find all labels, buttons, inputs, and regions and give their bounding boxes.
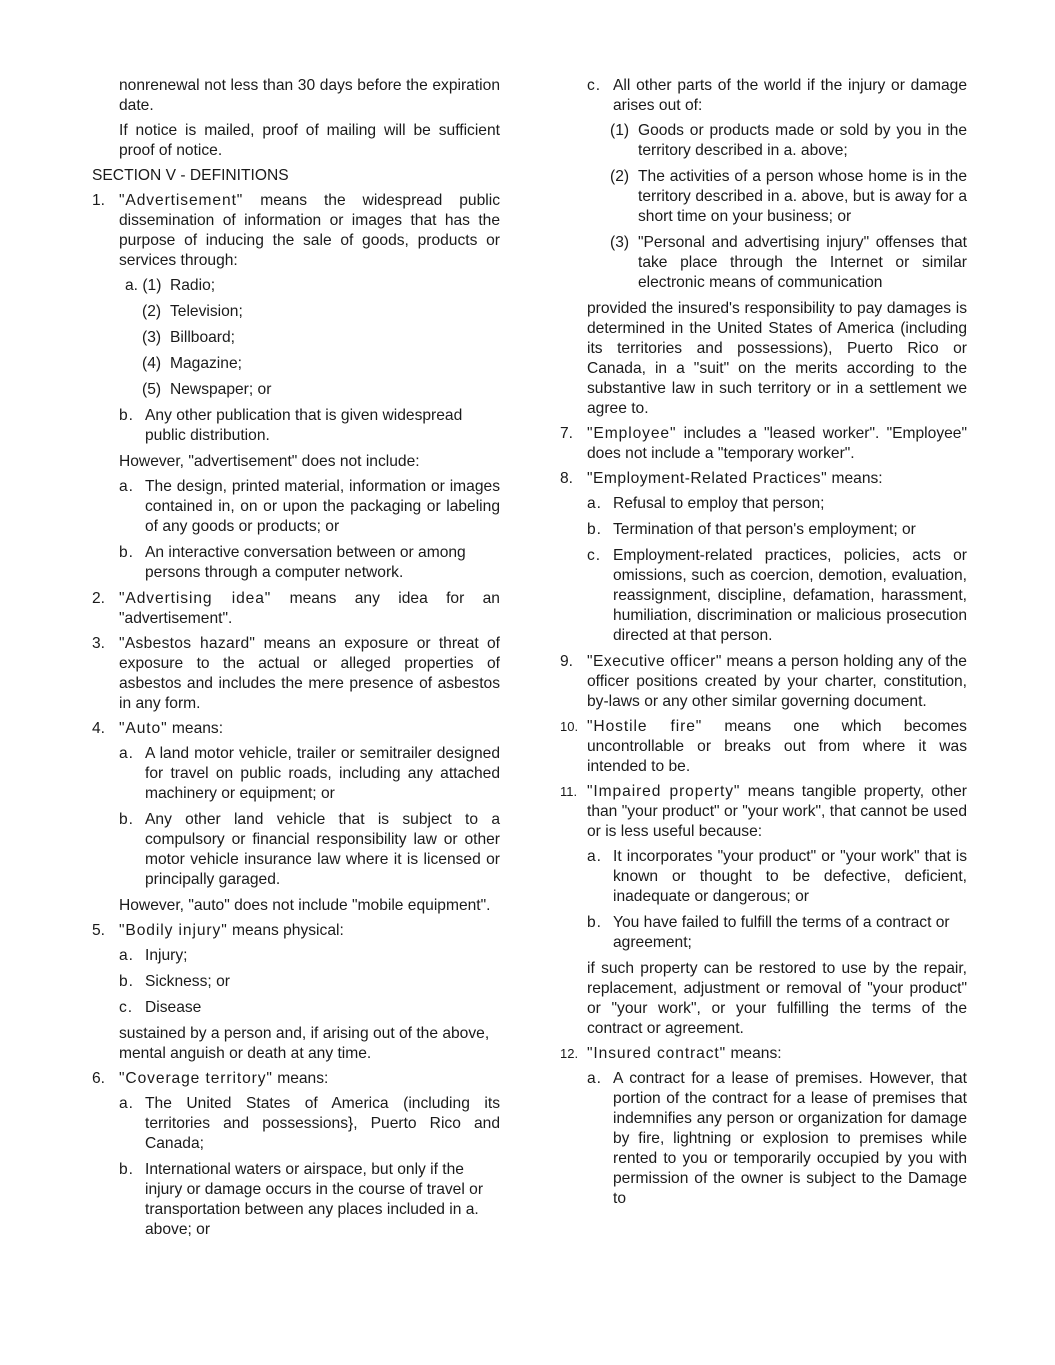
list-item: [560, 494, 967, 514]
list-item: [560, 233, 967, 293]
list-text: Injury;: [145, 947, 188, 964]
list-label: c.: [587, 547, 602, 564]
definition-employment-related-practices: [560, 469, 967, 489]
list-item: [92, 328, 500, 348]
definition-text: means:: [831, 470, 883, 487]
list-label: (5): [142, 381, 162, 398]
list-label: c.: [587, 77, 602, 94]
list-text: It incorporates "your product" or "your work" that is known or thought to be defective, deficient, inadequate or dangerous; or: [613, 848, 967, 905]
list-item: [92, 477, 500, 537]
list-label: b.: [119, 973, 135, 990]
list-item: [92, 1094, 500, 1154]
list-item: [560, 913, 967, 953]
list-item: [560, 167, 967, 227]
list-text: Any other publication that is given widespread public distribution.: [145, 407, 463, 444]
left-column: [92, 76, 500, 1246]
list-item: [560, 76, 967, 116]
definition-number: 6.: [92, 1070, 106, 1087]
list-label: (2): [610, 168, 630, 185]
list-item: [92, 406, 500, 446]
list-item: [92, 946, 500, 966]
territory-proviso: provided the insured's responsibility to pay damages is determined in the United States of America (including its territories and possessions), Puerto Rico or Canada, in a "suit" on the merits according to the substantive law in such territory or in a settlement we agree to.: [587, 300, 967, 417]
list-label: b.: [119, 407, 135, 424]
list-text: Goods or products made or sold by you in the territory described in a. above;: [638, 122, 967, 159]
definition-number: 5.: [92, 922, 106, 939]
definition-text: means an exposure or threat of exposure to the actual or alleged properties of asbestos and includes the mere presence of asbestos in any form.: [119, 635, 500, 712]
definition-term: "Asbestos hazard": [119, 635, 256, 652]
definition-term: "Executive officer": [587, 653, 722, 670]
exclusion-intro: However, "advertisement" does not include:: [119, 453, 420, 470]
list-label: a.: [587, 495, 603, 512]
definition-term: "Employee": [587, 425, 677, 442]
list-text: International waters or airspace, but only if the injury or damage occurs in the course of travel or transportation between any places included in a. above; or: [145, 1161, 484, 1238]
definition-number: 2.: [92, 590, 106, 607]
definition-term: "Advertising idea": [119, 590, 272, 607]
definition-text: means one which becomes uncontrollable or breaks out from where it was intended to be.: [587, 718, 967, 775]
definition-term: "Impaired property": [587, 783, 741, 800]
definition-term: "Bodily injury": [119, 922, 228, 939]
definition-impaired-property: [560, 782, 967, 842]
definition-text: means tangible property, other than "your product" or "your work", that cannot be used or is less useful because:: [587, 783, 967, 840]
notice-paragraph-1: nonrenewal not less than 30 days before the expiration date.: [119, 77, 500, 114]
definition-number: 12.: [560, 1046, 579, 1061]
definition-term: "Advertisement": [119, 192, 244, 209]
right-column: [560, 76, 967, 1215]
definition-text: means:: [171, 720, 224, 737]
definition-term: "Insured contract": [587, 1045, 727, 1062]
list-item: [92, 744, 500, 804]
definition-bodily-injury: [92, 921, 500, 941]
list-text: Magazine;: [170, 355, 242, 372]
definition-hostile-fire: [560, 717, 967, 777]
list-item: [92, 972, 500, 992]
list-text: Termination of that person's employment; or: [613, 521, 916, 538]
list-label: a.: [119, 478, 135, 495]
list-text: Billboard;: [170, 329, 236, 346]
list-text: Employment-related practices, policies, acts or omissions, such as coercion, demotion, evaluation, reassignment, discipline, defamation, harassment, humiliation, discrimination or malicious prosecution directed at that person.: [613, 547, 967, 644]
section-heading: SECTION V - DEFINITIONS: [92, 167, 289, 184]
list-label: (2): [142, 303, 162, 320]
definition-term: "Employment-Related Practices": [587, 470, 828, 487]
list-text: Refusal to employ that person;: [613, 495, 825, 512]
definition-advertisement: [92, 191, 500, 271]
list-item: [560, 546, 967, 646]
list-item: [92, 380, 500, 400]
notice-paragraph-2: If notice is mailed, proof of mailing will be sufficient proof of notice.: [119, 122, 500, 159]
definition-text: means:: [277, 1070, 329, 1087]
list-label: c.: [119, 999, 134, 1016]
list-item: [92, 302, 500, 322]
definition-number: 10.: [560, 719, 579, 734]
list-text: Disease: [145, 999, 202, 1016]
list-item: [92, 810, 500, 890]
list-label: (3): [142, 329, 162, 346]
list-label: a.: [119, 947, 135, 964]
list-label: (1): [610, 122, 630, 139]
list-item: [92, 1160, 500, 1240]
list-text: A contract for a lease of premises. However, that portion of the contract for a lease of premises that indemnifies any person or organization for damage by fire, lightning or explosion to premises while rented to you or temporarily occupied by you with permission of the owner is subject to the Damage to: [613, 1070, 967, 1207]
list-text: An interactive conversation between or among persons through a computer network.: [145, 544, 466, 581]
definition-text: includes a "leased worker". "Employee" does not include a "temporary worker".: [587, 425, 967, 462]
list-item: [92, 354, 500, 374]
list-text: All other parts of the world if the injury or damage arises out of:: [613, 77, 967, 114]
list-label: b.: [119, 811, 135, 828]
list-label: b.: [119, 1161, 135, 1178]
list-text: Newspaper; or: [170, 381, 272, 398]
definition-text: means any idea for an "advertisement".: [119, 590, 500, 627]
list-label: b.: [587, 914, 603, 931]
list-item: [92, 998, 500, 1018]
definition-text: means a person holding any of the officer positions created by your charter, constitution, by-laws or any other similar governing document.: [587, 653, 967, 710]
list-text: Television;: [170, 303, 243, 320]
definition-number: 7.: [560, 425, 574, 442]
list-item: [560, 847, 967, 907]
definition-auto: [92, 719, 500, 739]
list-text: A land motor vehicle, trailer or semitrailer designed for travel on public roads, including any attached machinery or equipment; or: [145, 745, 500, 802]
definition-number: 3.: [92, 635, 106, 652]
list-text: You have failed to fulfill the terms of a contract or agreement;: [613, 914, 950, 951]
definition-number: 8.: [560, 470, 574, 487]
list-label: (4): [142, 355, 162, 372]
definition-employee: [560, 424, 967, 464]
list-text: The United States of America (including its territories and possessions}, Puerto Rico and Canada;: [145, 1095, 500, 1152]
definition-term: "Auto": [119, 720, 168, 737]
definition-number: 9.: [560, 653, 574, 670]
list-label: a.: [119, 1095, 135, 1112]
definition-number: 4.: [92, 720, 106, 737]
definition-term: "Hostile fire": [587, 718, 703, 735]
list-label: b.: [119, 544, 135, 561]
list-label: a.: [587, 1070, 603, 1087]
list-label: a. (1): [125, 277, 162, 294]
list-label: a.: [587, 848, 603, 865]
bodily-injury-qualifier: sustained by a person and, if arising out of the above, mental anguish or death at any time.: [119, 1025, 490, 1062]
list-item: [92, 543, 500, 583]
list-text: The design, printed material, information or images contained in, on or upon the packaging or labeling of any goods or products; or: [145, 478, 500, 535]
definition-asbestos-hazard: [92, 634, 500, 714]
list-item: [560, 1069, 967, 1209]
list-label: (3): [610, 234, 630, 251]
definition-term: "Coverage territory": [119, 1070, 273, 1087]
list-text: Any other land vehicle that is subject to a compulsory or financial responsibility law or other motor vehicle insurance law where it is licensed or principally garaged.: [145, 811, 500, 888]
list-text: "Personal and advertising injury" offenses that take place through the Internet or similar electronic means of communication: [638, 234, 967, 291]
definition-number: 1.: [92, 192, 106, 209]
list-label: b.: [587, 521, 603, 538]
definition-number: 11.: [560, 784, 578, 799]
definition-text: means the widespread public dissemination of information or images that has the purpose of inducing the sale of goods, products or services through:: [119, 192, 500, 269]
definition-executive-officer: [560, 652, 967, 712]
list-label: a.: [119, 745, 135, 762]
list-item: [92, 276, 500, 296]
list-text: Radio;: [170, 277, 216, 294]
definition-coverage-territory: [92, 1069, 500, 1089]
impaired-property-qualifier: if such property can be restored to use by the repair, replacement, adjustment or removal of "your product" or "your work", or your fulfilling the terms of the contract or agreement.: [587, 960, 967, 1037]
definition-insured-contract: [560, 1044, 967, 1064]
definition-text: means:: [730, 1045, 782, 1062]
definition-text: means physical:: [231, 922, 344, 939]
list-text: Sickness; or: [145, 973, 230, 990]
list-item: [560, 121, 967, 161]
definition-advertising-idea: [92, 589, 500, 629]
list-item: [560, 520, 967, 540]
exclusion-intro: However, "auto" does not include "mobile equipment".: [119, 897, 491, 914]
list-text: The activities of a person whose home is in the territory described in a. above, but is away for a short time on your business; or: [638, 168, 967, 225]
